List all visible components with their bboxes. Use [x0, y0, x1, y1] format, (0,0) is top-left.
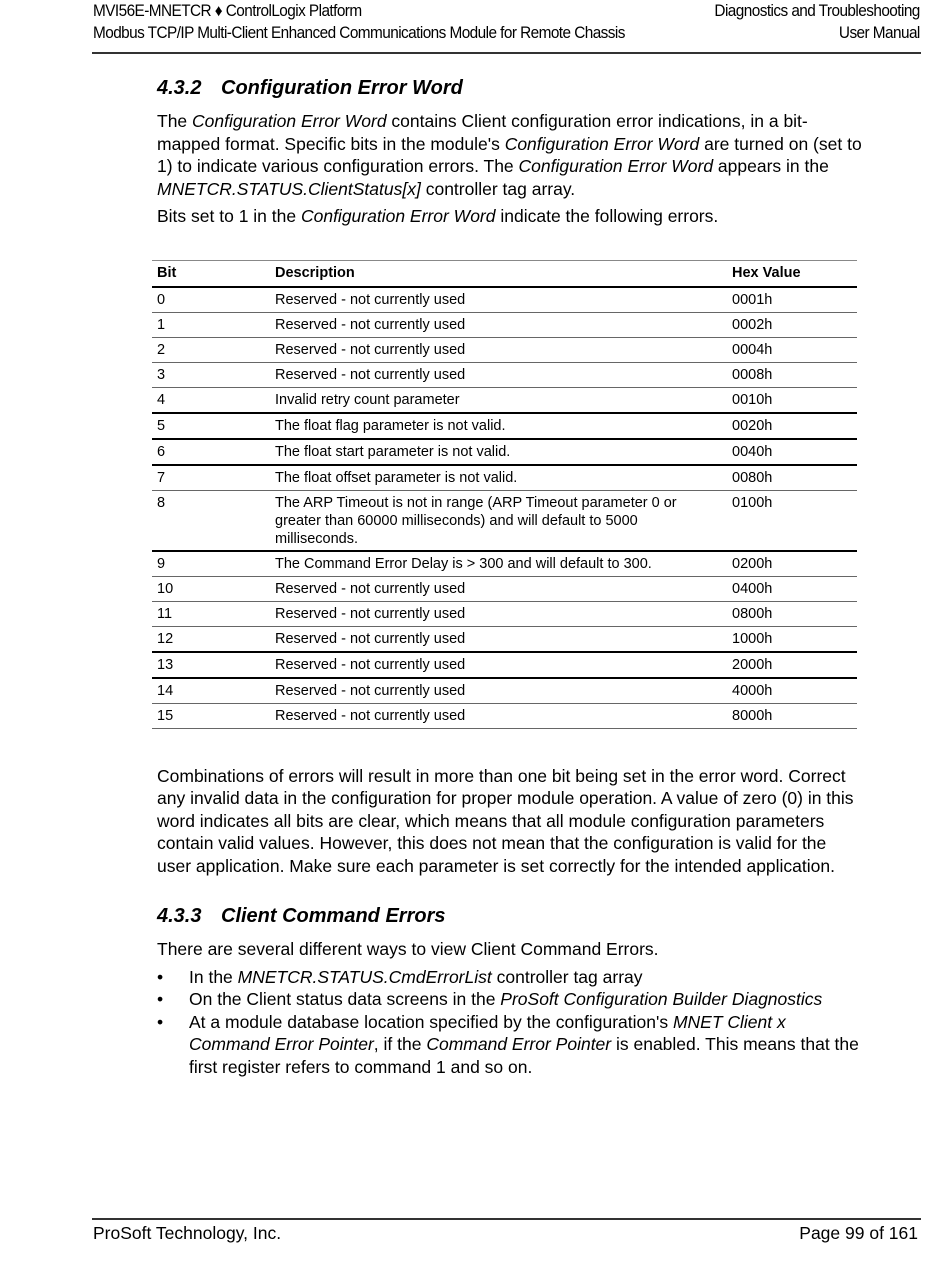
ways-to-view-list	[157, 966, 862, 1079]
table-row	[152, 413, 857, 439]
text-run: In the	[189, 966, 238, 987]
table-header-row	[152, 260, 857, 287]
description-cell: Reserved - not currently used	[270, 287, 727, 313]
description-cell: Reserved - not currently used	[270, 576, 727, 601]
bit-cell: 7	[152, 465, 270, 491]
description-cell: Reserved - not currently used	[270, 601, 727, 626]
emphasized-term: ProSoft Configuration Builder Diagnostics	[500, 989, 823, 1009]
page-number: Page 99 of 161	[799, 1223, 918, 1243]
emphasized-term: Configuration Error Word	[300, 206, 496, 226]
hex-value-cell: 0001h	[727, 287, 857, 313]
emphasized-term: Configuration Error Word	[504, 133, 700, 154]
table-row	[152, 465, 857, 491]
hex-value-cell: 1000h	[727, 626, 857, 652]
table-row	[152, 601, 857, 626]
emphasized-term: MNET Client x Command Error Pointer	[189, 1011, 786, 1054]
description-cell: Reserved - not currently used	[270, 678, 727, 704]
hex-value-cell: 4000h	[727, 678, 857, 704]
text-run: At a module database location specified by the configuration's	[189, 1011, 673, 1032]
page-footer	[93, 1222, 918, 1244]
bit-cell: 4	[152, 387, 270, 413]
emphasized-term: MNETCR.STATUS.CmdErrorList	[237, 966, 492, 987]
bit-cell: 0	[152, 287, 270, 313]
description-cell: Reserved - not currently used	[270, 703, 727, 728]
hex-value-cell: 0100h	[727, 490, 857, 551]
description-cell: Reserved - not currently used	[270, 312, 727, 337]
description-cell: Reserved - not currently used	[270, 652, 727, 678]
header-rule	[92, 52, 921, 54]
bit-cell: 10	[152, 576, 270, 601]
section-title: Client Command Errors	[221, 905, 446, 927]
list-item	[157, 1011, 862, 1079]
hex-value-cell: 0002h	[727, 312, 857, 337]
table-row	[152, 703, 857, 728]
config-error-bits-paragraph	[157, 205, 862, 228]
table-row	[152, 312, 857, 337]
table-row	[152, 337, 857, 362]
table-row	[152, 652, 857, 678]
table-row	[152, 362, 857, 387]
text-run: appears in the	[713, 156, 829, 176]
description-cell: Invalid retry count parameter	[270, 387, 727, 413]
bullet-icon: •	[157, 989, 164, 1009]
emphasized-term: MNETCR.STATUS.ClientStatus[x]	[157, 178, 421, 199]
text-run: is enabled. This means that the first register refers to command 1 and so on.	[189, 1034, 859, 1077]
text-run: are turned on (set to 1) to indicate various configuration errors. The	[157, 133, 862, 176]
hex-value-cell: 0400h	[727, 576, 857, 601]
hex-value-cell: 2000h	[727, 652, 857, 678]
text-run: On the Client status data screens in the	[189, 989, 501, 1009]
table-row	[152, 626, 857, 652]
bit-cell: 14	[152, 678, 270, 704]
header-doc-type: User Manual	[838, 24, 920, 42]
text-run: , if the	[373, 1034, 427, 1054]
bit-cell: 13	[152, 652, 270, 678]
bit-cell: 1	[152, 312, 270, 337]
bit-cell: 11	[152, 601, 270, 626]
list-item	[157, 988, 862, 1011]
hex-value-cell: 0008h	[727, 362, 857, 387]
text-run: controller tag array	[491, 966, 643, 987]
description-cell: Reserved - not currently used	[270, 337, 727, 362]
header-module-description: Modbus TCP/IP Multi-Client Enhanced Communications Module for Remote Chassis	[93, 24, 625, 42]
description-cell: The float flag parameter is not valid.	[270, 413, 727, 439]
section-heading-client-command-errors	[157, 902, 862, 930]
section-title: Configuration Error Word	[221, 77, 463, 99]
page-header	[93, 0, 920, 44]
page-content	[157, 74, 862, 1078]
table-row	[152, 576, 857, 601]
text-run: The	[157, 111, 193, 131]
column-header-bit: Bit	[152, 260, 270, 287]
client-command-errors-intro: There are several different ways to view Client Command Errors.	[157, 939, 659, 959]
hex-value-cell: 0020h	[727, 413, 857, 439]
text-run: indicate the following errors.	[495, 206, 719, 226]
bit-cell: 12	[152, 626, 270, 652]
description-cell: The float offset parameter is not valid.	[270, 465, 727, 491]
hex-value-cell: 0200h	[727, 551, 857, 577]
config-error-table	[152, 260, 857, 729]
hex-value-cell: 0080h	[727, 465, 857, 491]
description-cell: Reserved - not currently used	[270, 362, 727, 387]
bit-cell: 9	[152, 551, 270, 577]
header-chapter: Diagnostics and Troubleshooting	[714, 2, 920, 20]
hex-value-cell: 0800h	[727, 601, 857, 626]
bit-cell: 5	[152, 413, 270, 439]
section-number: 4.3.3	[157, 905, 202, 927]
description-cell: Reserved - not currently used	[270, 626, 727, 652]
emphasized-term: Command Error Pointer	[426, 1034, 612, 1054]
table-row	[152, 439, 857, 465]
text-run: contains Client configuration error indications, in a bit-mapped format. Specific bits in the module's	[157, 111, 808, 154]
hex-value-cell: 0040h	[727, 439, 857, 465]
column-header-description: Description	[270, 260, 727, 287]
footer-company: ProSoft Technology, Inc.	[93, 1223, 282, 1243]
hex-value-cell: 8000h	[727, 703, 857, 728]
config-error-intro-paragraph	[157, 110, 862, 200]
column-header-hex-value: Hex Value	[727, 260, 857, 287]
bit-cell: 15	[152, 703, 270, 728]
text-run: controller tag array.	[420, 178, 576, 199]
hex-value-cell: 0004h	[727, 337, 857, 362]
footer-rule	[92, 1218, 921, 1220]
section-number: 4.3.2	[157, 77, 202, 99]
emphasized-term: Configuration Error Word	[518, 156, 714, 176]
bit-cell: 3	[152, 362, 270, 387]
table-row	[152, 490, 857, 551]
description-cell: The float start parameter is not valid.	[270, 439, 727, 465]
table-row	[152, 287, 857, 313]
list-item	[157, 966, 862, 989]
bullet-icon: •	[157, 1011, 164, 1032]
bit-cell: 6	[152, 439, 270, 465]
emphasized-term: Configuration Error Word	[192, 111, 387, 131]
bullet-icon: •	[157, 966, 164, 987]
text-run: Bits set to 1 in the	[157, 206, 301, 226]
bit-cell: 2	[152, 337, 270, 362]
description-cell: The ARP Timeout is not in range (ARP Timeout parameter 0 or greater than 60000 milliseconds) and will default to 5000 milliseconds.	[270, 490, 727, 551]
header-product: MVI56E-MNETCR ♦ ControlLogix Platform	[93, 2, 362, 20]
table-row	[152, 678, 857, 704]
error-combinations-paragraph: Combinations of errors will result in more than one bit being set in the error word. Correct any invalid data in the configuration for proper module operation. A value of zero (0) in this word indicates all bits are clear, which means that all module configuration parameters contain valid values. However, this does not mean that the configuration is valid for the user application. Make sure each parameter is set correctly for the intended application.	[157, 765, 854, 876]
section-heading-config-error-word	[157, 74, 862, 102]
table-row	[152, 387, 857, 413]
description-cell: The Command Error Delay is > 300 and will default to 300.	[270, 551, 727, 577]
table-row	[152, 551, 857, 577]
bit-cell: 8	[152, 490, 270, 551]
hex-value-cell: 0010h	[727, 387, 857, 413]
